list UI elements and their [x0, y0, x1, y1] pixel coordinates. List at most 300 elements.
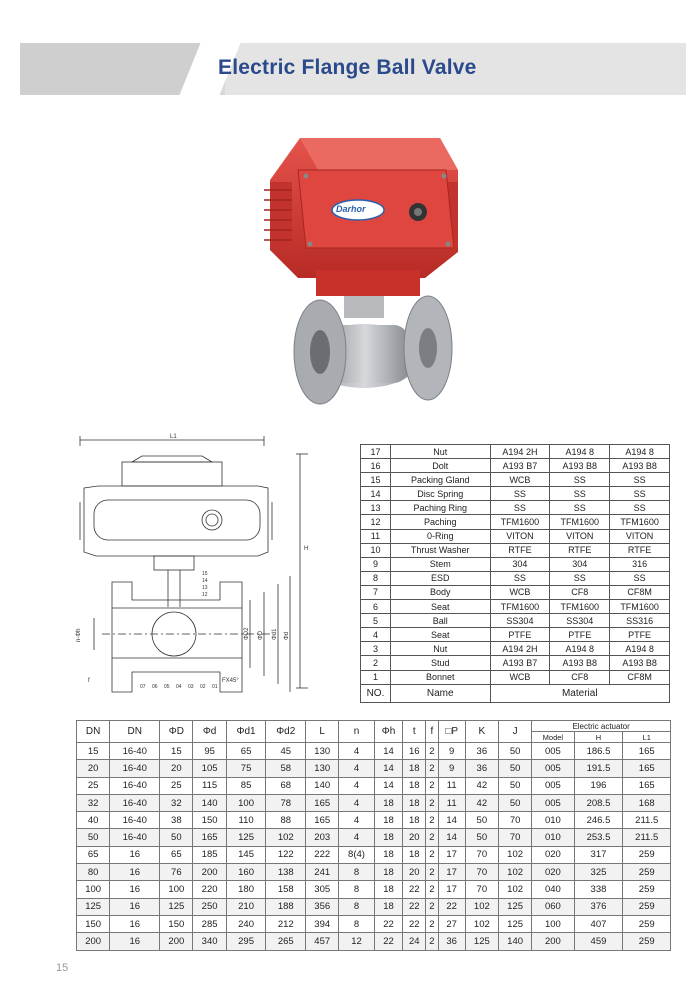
dim-cell: 36: [438, 933, 465, 950]
materials-cell-name: Nut: [390, 642, 490, 656]
materials-cell-no: 14: [361, 487, 391, 501]
callout-05: 05: [164, 684, 170, 690]
dim-cell: 70: [498, 812, 531, 829]
dim-cell: 8(4): [339, 846, 374, 863]
dim-cell: 18: [403, 777, 426, 794]
dim-cell: 70: [465, 846, 498, 863]
drawing-f-label: f: [88, 678, 90, 684]
materials-cell-name: Thrust Washer: [390, 543, 490, 557]
materials-cell-name: Stem: [390, 557, 490, 571]
materials-cell-no: 13: [361, 501, 391, 515]
dim-cell: 2: [426, 898, 438, 915]
materials-cell-m3: A193 B8: [610, 459, 670, 473]
dim-cell: 8: [339, 864, 374, 881]
callout-01: 01: [212, 684, 218, 690]
dim-cell: 11: [438, 777, 465, 794]
materials-cell-m2: SS: [550, 571, 610, 585]
dim-header-col: K: [465, 721, 498, 743]
materials-cell-m1: A194 2H: [490, 445, 550, 459]
dim-cell: 160: [226, 864, 266, 881]
dim-row: [77, 829, 671, 846]
materials-cell-m1: TFM1600: [490, 600, 550, 614]
materials-cell-m2: RTFE: [550, 543, 610, 557]
materials-cell-no: 8: [361, 571, 391, 585]
materials-cell-name: Packing Gland: [390, 473, 490, 487]
materials-cell-name: Paching Ring: [390, 501, 490, 515]
materials-cell-m1: WCB: [490, 473, 550, 487]
materials-cell-m3: PTFE: [610, 628, 670, 642]
materials-cell-name: Dolt: [390, 459, 490, 473]
dim-cell: 102: [498, 864, 531, 881]
dim-cell: 240: [226, 915, 266, 932]
materials-cell-m2: A193 B8: [550, 656, 610, 670]
dim-row: [77, 760, 671, 777]
dim-cell: 18: [374, 898, 403, 915]
dim-cell: 15: [160, 743, 193, 760]
materials-cell-m2: CF8: [550, 670, 610, 684]
dim-cell: 122: [266, 846, 306, 863]
dim-cell: 88: [266, 812, 306, 829]
dim-cell: 2: [426, 829, 438, 846]
materials-cell-m1: PTFE: [490, 628, 550, 642]
dim-cell: 4: [339, 829, 374, 846]
dim-header-col: DN: [77, 721, 110, 743]
materials-row: [361, 557, 670, 571]
dim-header-col: ΦD: [160, 721, 193, 743]
dim-cell: 50: [465, 812, 498, 829]
materials-cell-m3: SS: [610, 571, 670, 585]
dim-row: [77, 743, 671, 760]
dim-cell: 407: [574, 915, 623, 932]
dim-cell: 50: [160, 829, 193, 846]
dim-cell: 40: [77, 812, 110, 829]
dim-cell: 253.5: [574, 829, 623, 846]
dim-cell: 18: [374, 864, 403, 881]
drawing-dim-d: Φd: [284, 631, 290, 640]
dim-cell: 005: [532, 777, 574, 794]
materials-cell-m3: CF8M: [610, 670, 670, 684]
materials-cell-name: Paching: [390, 515, 490, 529]
materials-cell-m2: CF8: [550, 585, 610, 599]
materials-cell-name: Bonnet: [390, 670, 490, 684]
dim-cell: 78: [266, 794, 306, 811]
dim-cell: 265: [266, 933, 306, 950]
dim-cell: 65: [77, 846, 110, 863]
dim-cell: 060: [532, 898, 574, 915]
dim-cell: 125: [77, 898, 110, 915]
dim-row: [77, 777, 671, 794]
materials-row: [361, 628, 670, 642]
dim-cell: 22: [438, 898, 465, 915]
dim-cell: 459: [574, 933, 623, 950]
dim-cell: 18: [374, 881, 403, 898]
dim-cell: 70: [498, 829, 531, 846]
materials-cell-no: 7: [361, 585, 391, 599]
dim-cell: 305: [306, 881, 339, 898]
materials-cell-m1: RTFE: [490, 543, 550, 557]
dim-cell: 125: [226, 829, 266, 846]
callout-04: 04: [176, 684, 182, 690]
dim-cell: 150: [160, 915, 193, 932]
dim-cell: 22: [403, 898, 426, 915]
dim-cell: 100: [160, 881, 193, 898]
dim-cell: 211.5: [623, 829, 671, 846]
dim-cell: 70: [465, 881, 498, 898]
dim-cell: 24: [403, 933, 426, 950]
dim-header-actuator: Electric actuator: [532, 721, 671, 732]
dim-cell: 76: [160, 864, 193, 881]
dim-cell: 145: [226, 846, 266, 863]
materials-cell-m1: SS: [490, 487, 550, 501]
dim-cell: 4: [339, 760, 374, 777]
materials-cell-m3: SS316: [610, 614, 670, 628]
callout-03: 03: [188, 684, 194, 690]
dim-cell: 2: [426, 864, 438, 881]
dim-cell: 150: [193, 812, 226, 829]
callout-06: 06: [152, 684, 158, 690]
materials-cell-name: ESD: [390, 571, 490, 585]
dim-cell: 340: [193, 933, 226, 950]
dim-cell: 16: [403, 743, 426, 760]
dim-row: [77, 864, 671, 881]
dim-cell: 457: [306, 933, 339, 950]
materials-cell-name: Body: [390, 585, 490, 599]
dim-cell: 17: [438, 881, 465, 898]
materials-cell-no: 15: [361, 473, 391, 487]
dim-cell: 18: [403, 794, 426, 811]
dim-cell: 9: [438, 743, 465, 760]
dim-cell: 376: [574, 898, 623, 915]
dim-cell: 18: [374, 829, 403, 846]
dim-cell: 16-40: [110, 760, 160, 777]
materials-cell-m1: SS304: [490, 614, 550, 628]
materials-cell-m1: 304: [490, 557, 550, 571]
dim-cell: 36: [465, 760, 498, 777]
dim-cell: 2: [426, 933, 438, 950]
dim-cell: 100: [226, 794, 266, 811]
dim-cell: 102: [465, 898, 498, 915]
dim-cell: 185: [193, 846, 226, 863]
materials-row: [361, 571, 670, 585]
dim-header-col: □P: [438, 721, 465, 743]
dim-cell: 005: [532, 794, 574, 811]
dim-cell: 50: [498, 794, 531, 811]
page-number: 15: [56, 962, 69, 974]
dim-cell: 110: [226, 812, 266, 829]
dim-cell: 17: [438, 846, 465, 863]
dim-cell: 58: [266, 760, 306, 777]
dim-cell: 50: [77, 829, 110, 846]
dim-cell: 2: [426, 881, 438, 898]
dim-cell: 16: [110, 933, 160, 950]
materials-cell-m1: TFM1600: [490, 515, 550, 529]
dim-cell: 16: [110, 864, 160, 881]
dim-cell: 16: [110, 898, 160, 915]
dim-cell: 50: [498, 760, 531, 777]
dim-cell: 125: [498, 898, 531, 915]
dim-cell: 125: [498, 915, 531, 932]
dim-cell: 105: [193, 760, 226, 777]
dim-cell: 2: [426, 760, 438, 777]
materials-cell-m2: A194 8: [550, 642, 610, 656]
dim-cell: 2: [426, 812, 438, 829]
dim-header-col: Φd1: [226, 721, 266, 743]
dim-cell: 22: [403, 881, 426, 898]
dim-cell: 102: [498, 846, 531, 863]
dim-cell: 102: [465, 915, 498, 932]
dim-cell: 211.5: [623, 812, 671, 829]
materials-cell-m3: SS: [610, 501, 670, 515]
materials-row: [361, 459, 670, 473]
dim-cell: 42: [465, 794, 498, 811]
dim-cell: 200: [532, 933, 574, 950]
materials-cell-m1: A193 B7: [490, 459, 550, 473]
materials-cell-no: 3: [361, 642, 391, 656]
dim-cell: 259: [623, 915, 671, 932]
dim-cell: 165: [623, 743, 671, 760]
dim-row: [77, 794, 671, 811]
dim-cell: 18: [374, 846, 403, 863]
dim-cell: 115: [193, 777, 226, 794]
dim-cell: 165: [306, 812, 339, 829]
dim-cell: 42: [465, 777, 498, 794]
dim-header-col: DN: [110, 721, 160, 743]
dim-cell: 295: [226, 933, 266, 950]
materials-cell-m2: VITON: [550, 529, 610, 543]
dim-cell: 140: [306, 777, 339, 794]
dim-cell: 50: [498, 743, 531, 760]
dim-row: [77, 898, 671, 915]
materials-table: [360, 444, 670, 703]
materials-cell-no: 10: [361, 543, 391, 557]
dim-cell: 32: [77, 794, 110, 811]
dim-cell: 285: [193, 915, 226, 932]
materials-cell-no: 2: [361, 656, 391, 670]
dim-cell: 259: [623, 933, 671, 950]
dim-cell: 4: [339, 812, 374, 829]
product-photo: [240, 120, 480, 420]
dim-cell: 80: [77, 864, 110, 881]
materials-cell-m3: A194 8: [610, 642, 670, 656]
materials-cell-m3: TFM1600: [610, 515, 670, 529]
dim-header-col: J: [498, 721, 531, 743]
materials-cell-m1: SS: [490, 571, 550, 585]
materials-cell-m1: WCB: [490, 670, 550, 684]
materials-row: [361, 543, 670, 557]
materials-row: [361, 670, 670, 684]
dim-cell: 222: [306, 846, 339, 863]
dim-cell: 140: [498, 933, 531, 950]
materials-cell-m3: VITON: [610, 529, 670, 543]
dim-cell: 220: [193, 881, 226, 898]
dim-cell: 16-40: [110, 777, 160, 794]
dim-cell: 18: [374, 812, 403, 829]
materials-cell-m2: SS304: [550, 614, 610, 628]
dim-cell: 16-40: [110, 829, 160, 846]
dim-cell: 165: [306, 794, 339, 811]
materials-cell-name: Seat: [390, 628, 490, 642]
materials-cell-no: 16: [361, 459, 391, 473]
dim-cell: 16: [110, 881, 160, 898]
materials-cell-no: 12: [361, 515, 391, 529]
dim-cell: 14: [374, 743, 403, 760]
dim-cell: 16-40: [110, 794, 160, 811]
dim-cell: 259: [623, 846, 671, 863]
materials-row: [361, 515, 670, 529]
dim-cell: 165: [623, 760, 671, 777]
dim-cell: 65: [160, 846, 193, 863]
dim-cell: 210: [226, 898, 266, 915]
drawing-dim-D: ΦD: [258, 630, 264, 640]
dim-row: [77, 933, 671, 950]
materials-header-row: [361, 684, 670, 702]
dim-cell: 16: [110, 846, 160, 863]
dim-cell: 191.5: [574, 760, 623, 777]
materials-cell-m2: SS: [550, 473, 610, 487]
dim-cell: 2: [426, 794, 438, 811]
materials-cell-m2: 304: [550, 557, 610, 571]
dim-cell: 85: [226, 777, 266, 794]
materials-cell-m2: TFM1600: [550, 515, 610, 529]
dim-header-actuator-sub: Model: [532, 732, 574, 743]
dim-cell: 22: [403, 915, 426, 932]
dim-cell: 394: [306, 915, 339, 932]
dim-cell: 165: [193, 829, 226, 846]
materials-cell-m3: RTFE: [610, 543, 670, 557]
dim-cell: 158: [266, 881, 306, 898]
dim-cell: 18: [403, 846, 426, 863]
dim-cell: 22: [374, 933, 403, 950]
dim-cell: 20: [77, 760, 110, 777]
dim-cell: 4: [339, 777, 374, 794]
dim-cell: 25: [160, 777, 193, 794]
dim-cell: 188: [266, 898, 306, 915]
dim-cell: 14: [438, 812, 465, 829]
dim-header-col: Φh: [374, 721, 403, 743]
materials-row: [361, 473, 670, 487]
callout-13: 13: [202, 585, 208, 591]
dim-header-actuator-sub: H: [574, 732, 623, 743]
dim-cell: 75: [226, 760, 266, 777]
materials-row: [361, 600, 670, 614]
materials-header-no: NO.: [361, 684, 391, 702]
dim-cell: 259: [623, 864, 671, 881]
dim-cell: 010: [532, 812, 574, 829]
dim-cell: 70: [465, 864, 498, 881]
dim-cell: 68: [266, 777, 306, 794]
materials-cell-no: 11: [361, 529, 391, 543]
dim-cell: 9: [438, 760, 465, 777]
dim-cell: 168: [623, 794, 671, 811]
materials-row: [361, 529, 670, 543]
materials-cell-m3: TFM1600: [610, 600, 670, 614]
dim-cell: 18: [403, 760, 426, 777]
dim-cell: 125: [465, 933, 498, 950]
materials-cell-m1: WCB: [490, 585, 550, 599]
dim-row: [77, 881, 671, 898]
dim-cell: 020: [532, 846, 574, 863]
dim-cell: 8: [339, 898, 374, 915]
dim-cell: 125: [160, 898, 193, 915]
dim-header-col: Φd: [193, 721, 226, 743]
materials-header-name: Name: [390, 684, 490, 702]
dim-cell: 200: [77, 933, 110, 950]
materials-cell-m2: A194 8: [550, 445, 610, 459]
dim-cell: 22: [374, 915, 403, 932]
dim-cell: 208.5: [574, 794, 623, 811]
materials-cell-m3: 316: [610, 557, 670, 571]
dim-cell: 020: [532, 864, 574, 881]
dim-cell: 17: [438, 864, 465, 881]
dim-cell: 180: [226, 881, 266, 898]
drawing-dim-d1: Φd1: [272, 628, 278, 640]
materials-row: [361, 487, 670, 501]
dim-cell: 250: [193, 898, 226, 915]
dim-cell: 212: [266, 915, 306, 932]
dim-cell: 2: [426, 743, 438, 760]
dim-cell: 25: [77, 777, 110, 794]
dim-cell: 259: [623, 881, 671, 898]
dim-header-col: Φd2: [266, 721, 306, 743]
materials-cell-m3: SS: [610, 487, 670, 501]
dim-cell: 50: [498, 777, 531, 794]
dim-header-col: t: [403, 721, 426, 743]
dim-cell: 102: [498, 881, 531, 898]
dim-cell: 32: [160, 794, 193, 811]
dim-cell: 38: [160, 812, 193, 829]
materials-cell-no: 6: [361, 600, 391, 614]
dim-cell: 186.5: [574, 743, 623, 760]
dim-cell: 18: [374, 794, 403, 811]
callout-14: 14: [202, 578, 208, 584]
materials-cell-m2: A193 B8: [550, 459, 610, 473]
dim-cell: 338: [574, 881, 623, 898]
callout-15: 15: [202, 571, 208, 577]
dim-cell: 2: [426, 846, 438, 863]
dim-header-actuator-sub: L1: [623, 732, 671, 743]
drawing-top-label: L1: [170, 434, 177, 440]
dim-cell: 12: [339, 933, 374, 950]
dim-cell: 138: [266, 864, 306, 881]
dim-cell: 356: [306, 898, 339, 915]
dim-cell: 8: [339, 915, 374, 932]
dim-row: [77, 915, 671, 932]
dim-cell: 317: [574, 846, 623, 863]
materials-cell-name: 0-Ring: [390, 529, 490, 543]
dim-cell: 95: [193, 743, 226, 760]
materials-row: [361, 642, 670, 656]
dim-cell: 4: [339, 794, 374, 811]
materials-cell-m2: SS: [550, 501, 610, 515]
materials-row: [361, 445, 670, 459]
drawing-chamfer: FX45°: [222, 678, 239, 684]
callout-02: 02: [200, 684, 206, 690]
materials-cell-m1: A193 B7: [490, 656, 550, 670]
materials-cell-m3: CF8M: [610, 585, 670, 599]
dim-cell: 100: [77, 881, 110, 898]
dim-cell: 65: [226, 743, 266, 760]
materials-cell-m3: SS: [610, 473, 670, 487]
drawing-dim-d2: ΦD2: [244, 627, 250, 640]
callout-12: 12: [202, 592, 208, 598]
dim-cell: 16-40: [110, 743, 160, 760]
dim-cell: 005: [532, 760, 574, 777]
dim-cell: 8: [339, 881, 374, 898]
materials-cell-no: 9: [361, 557, 391, 571]
dim-cell: 14: [438, 829, 465, 846]
dim-cell: 165: [623, 777, 671, 794]
dim-cell: 18: [403, 812, 426, 829]
